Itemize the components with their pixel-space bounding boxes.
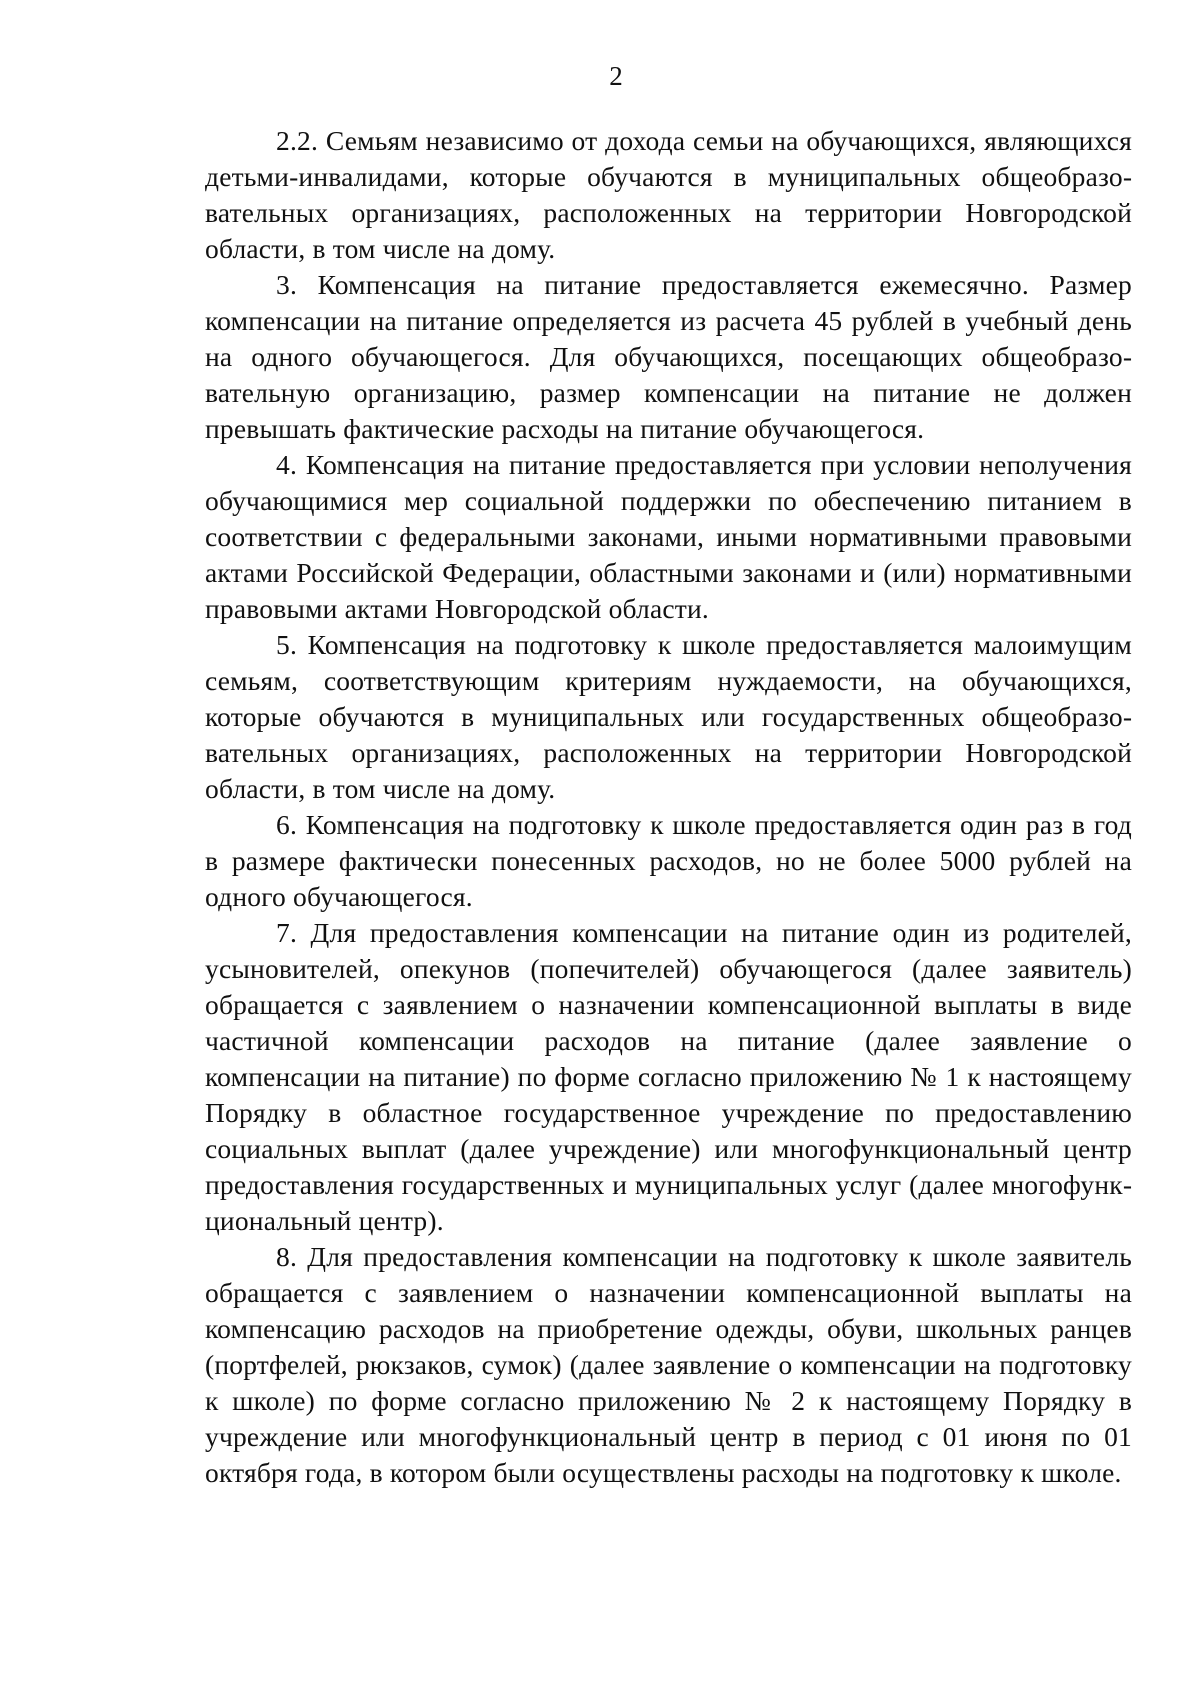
paragraph-6: 6. Компенсация на подготовку к школе предоставляется один раз в год в размере фактически понесенных расходов, но не более 5000 рублей на одного обучающегося.	[205, 809, 1132, 912]
paragraph-3: 3. Компенсация на питание предоставляется ежемесячно. Размер компенсации на питание определяется из расчета 45 рублей в учебный день на одного обучающегося. Для обучающихся, посещающих общеобразовательную организацию, размер компенсации на питание не должен превышать фактические расходы на питание обучающегося.	[205, 269, 1132, 444]
paragraph-4: 4. Компенсация на питание предоставляется при условии неполучения обучающимися мер социальной поддержки по обеспечению питанием в соответствии с федеральными законами, иными нормативными правовыми актами Российской Федерации, областными законами и (или) нормативными правовыми актами Новгородской области.	[205, 449, 1132, 624]
page-number: 2	[609, 61, 623, 91]
document-body	[205, 123, 1132, 1491]
paragraph-7: 7. Для предоставления компенсации на питание один из родителей, усыновителей, опекунов (попечителей) обучающегося (далее заявитель) обращается с заявлением о назначении компенсационной выплаты в виде частичной компенсации расходов на питание (далее заявление о компенсации на питание) по форме согласно приложению № 1 к настоящему Порядку в областное государственное учреждение по предоставлению социальных выплат (далее учреждение) или многофункциональный центр предоставления государственных и муниципальных услуг (далее многофункциональный центр).	[205, 917, 1132, 1236]
paragraph-5: 5. Компенсация на подготовку к школе предоставляется малоимущим семьям, соответствующим критериям нуждаемости, на обучающихся, которые обучаются в муниципальных или государственных общеобразовательных организациях, расположенных на территории Новгородской области, в том числе на дому.	[205, 629, 1132, 804]
paragraph-8: 8. Для предоставления компенсации на подготовку к школе заявитель обращается с заявлением о назначении компенсационной выплаты на компенсацию расходов на приобретение одежды, обуви, школьных ранцев (портфелей, рюкзаков, сумок) (далее заявление о компенсации на подготовку к школе) по форме согласно приложению № 2 к настоящему Порядку в учреждение или многофункциональный центр в период с 01 июня по 01 октября года, в котором были осуществлены расходы на подготовку к школе.	[205, 1241, 1132, 1488]
paragraph-2-2: 2.2. Семьям независимо от дохода семьи на обучающихся, являющихся детьми-инвалидами, которые обучаются в муниципальных общеобразовательных организациях, расположенных на территории Новгородской области, в том числе на дому.	[205, 125, 1132, 264]
